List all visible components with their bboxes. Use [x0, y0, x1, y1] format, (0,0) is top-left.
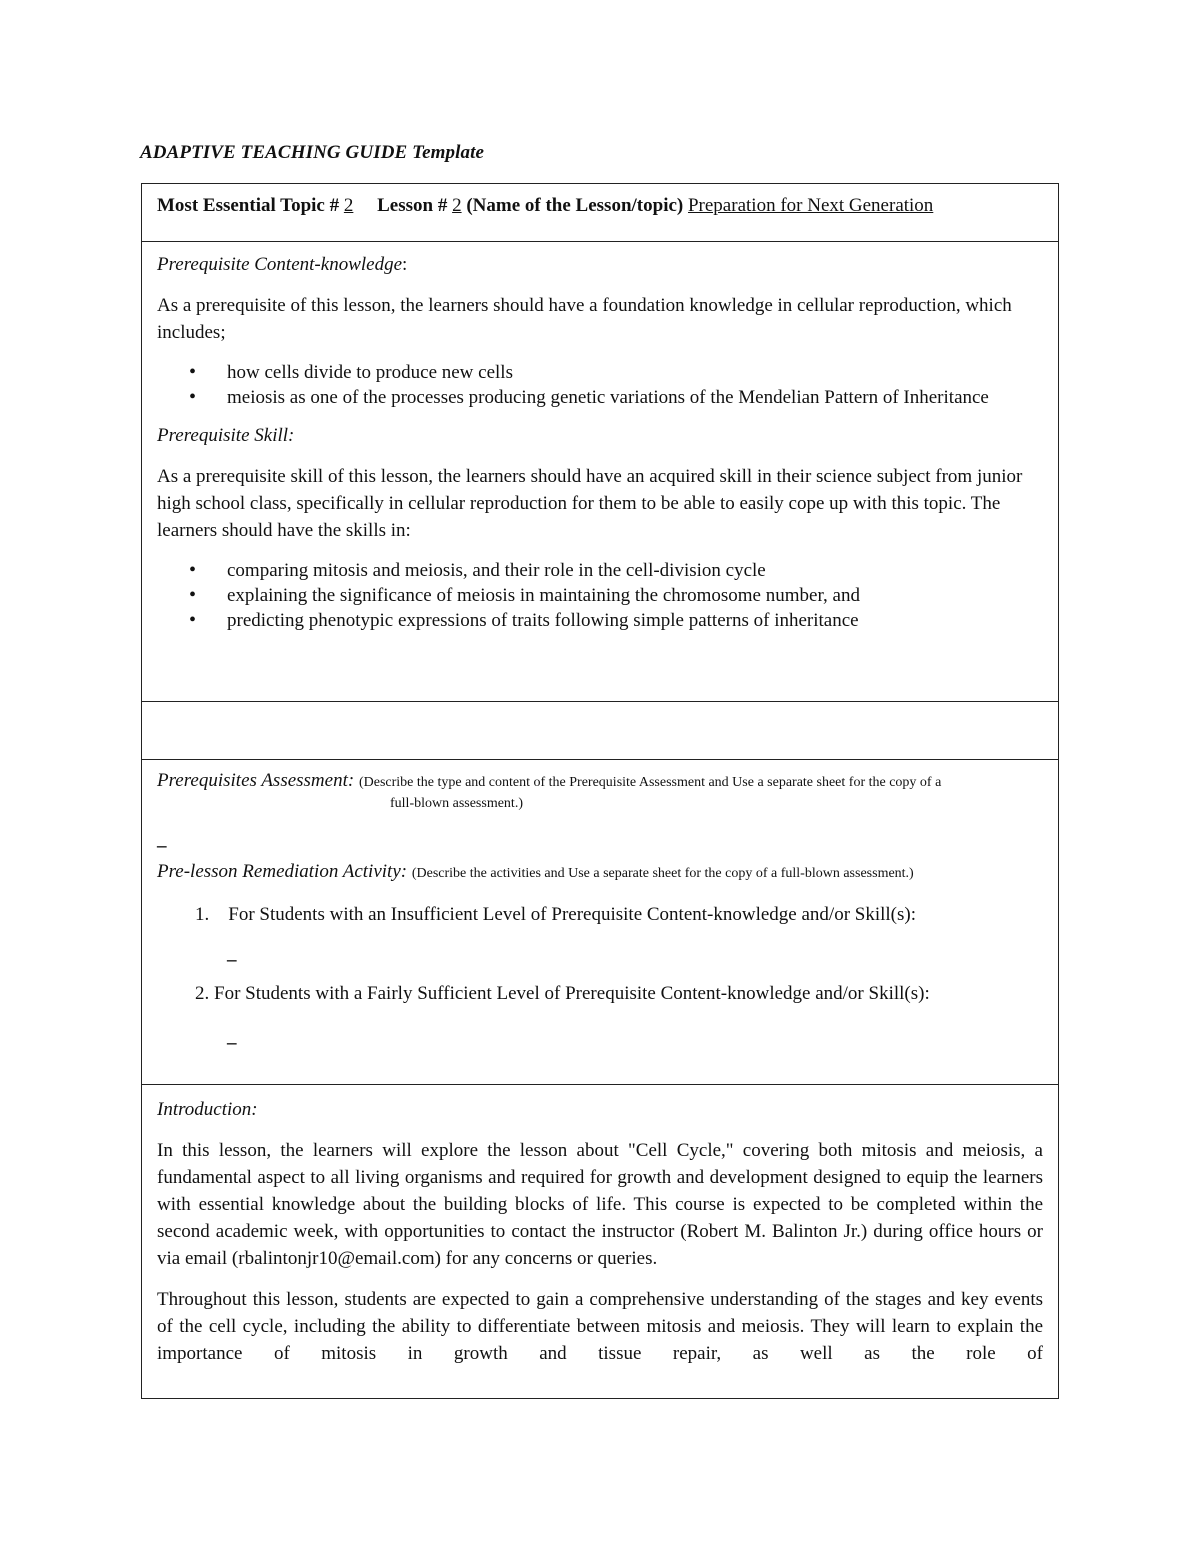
list-item: • meiosis as one of the processes producing genetic variations of the Mendelian Pattern of Inheritance	[157, 385, 1043, 410]
document-title: ADAPTIVE TEACHING GUIDE Template	[140, 142, 485, 163]
empty-row	[142, 702, 1058, 760]
assessment-note: (Describe the type and content of the Prerequisite Assessment and Use a separate sheet for the copy of a	[358, 775, 942, 790]
introduction-paragraph-2: Throughout this lesson, students are expected to gain a comprehensive understanding of the stages and key events of the cell cycle, including the ability to differentiate between mitosis and meiosis. They will learn to explain the importance of mitosis in growth and tissue repair, as well as the role of	[157, 1289, 1043, 1364]
assessment-row	[142, 760, 1058, 1085]
lesson-header-row	[142, 184, 1058, 242]
lesson-number: 2	[452, 195, 462, 216]
introduction-row	[142, 1085, 1058, 1398]
list-item: • explaining the significance of meiosis in maintaining the chromosome number, and	[157, 583, 1043, 608]
prerequisite-skill-heading: Prerequisite Skill:	[157, 425, 295, 446]
lesson-label: Lesson #	[377, 195, 448, 216]
remediation-item1-number: 1.	[195, 904, 210, 925]
introduction-paragraph-1: In this lesson, the learners will explore the lesson about "Cell Cycle," covering both mitosis and meiosis, a fundamental aspect to all living organisms and required for growth and development designed to equip the learners with essential knowledge about the building blocks of life. This course is expected to be completed within the second academic week, with opportunities to contact the instructor (Robert M. Balinton Jr.) during office hours or via email (rbalintonjr10@email.com) for any concerns or queries.	[157, 1140, 1043, 1269]
lesson-name: Preparation for Next Generation	[687, 195, 934, 216]
prerequisite-row: Prerequisite Content-knowledge: As a prerequisite of this lesson, the learners should have a foundation knowledge in cellular reproduction, which includes; • how cells divide to produce new cells • meiosis as one of the processes producing genetic variations of the Mendelian Pattern of Inheritance Prerequisite Skill: As a prerequisite skill of this lesson, the learners should have an acquired skill in their science subject from junior high school class, specifically in cellular reproduction for them to be able to easily cope up with this topic. The learners should have the skills in: • comparing mitosis and meiosis, and their role in the cell-division cycle • explaining the significance of meiosis in maintaining the chromosome number, and • predicting phenotypic expressions of traits following simple patterns of inheritance	[142, 242, 1058, 702]
remediation-note: (Describe the activities and Use a separate sheet for the copy of a full-blown assessment.)	[411, 866, 914, 881]
list-item: • how cells divide to produce new cells	[157, 360, 1043, 385]
remediation-heading: Pre-lesson Remediation Activity:	[157, 861, 408, 882]
prerequisite-skill-list	[157, 558, 1043, 633]
introduction-heading: Introduction:	[157, 1099, 258, 1120]
list-item: • comparing mitosis and meiosis, and their role in the cell-division cycle	[157, 558, 1043, 583]
prerequisite-skill-intro: As a prerequisite skill of this lesson, the learners should have an acquired skill in their science subject from junior high school class, specifically in cellular reproduction for them to be able to easily cope up with this topic. The learners should have the skills in:	[157, 466, 1023, 541]
prerequisite-content-list	[157, 360, 1043, 410]
lesson-name-label: (Name of the Lesson/topic)	[466, 195, 684, 216]
remediation-item2-text: 2. For Students with a Fairly Sufficient Level of Prerequisite Content-knowledge and/or Skill(s):	[195, 983, 930, 1004]
assessment-heading: Prerequisites Assessment:	[157, 770, 355, 791]
topic-number: 2	[343, 195, 354, 216]
list-item: • predicting phenotypic expressions of traits following simple patterns of inheritance	[157, 608, 1043, 633]
prerequisite-content-intro: As a prerequisite of this lesson, the learners should have a foundation knowledge in cellular reproduction, which includes;	[157, 295, 1012, 343]
remediation-item2-placeholder: _	[227, 1026, 237, 1047]
prerequisite-content-heading: Prerequisite Content-knowledge	[157, 254, 403, 275]
remediation-item1-text: For Students with an Insufficient Level of Prerequisite Content-knowledge and/or Skill(s):	[228, 904, 916, 925]
assessment-placeholder: _	[157, 829, 167, 850]
topic-label: Most Essential Topic #	[157, 195, 340, 216]
remediation-item1-placeholder: _	[227, 943, 237, 964]
assessment-note-continued: full-blown assessment.)	[390, 796, 523, 811]
teaching-guide-table	[141, 183, 1059, 1399]
